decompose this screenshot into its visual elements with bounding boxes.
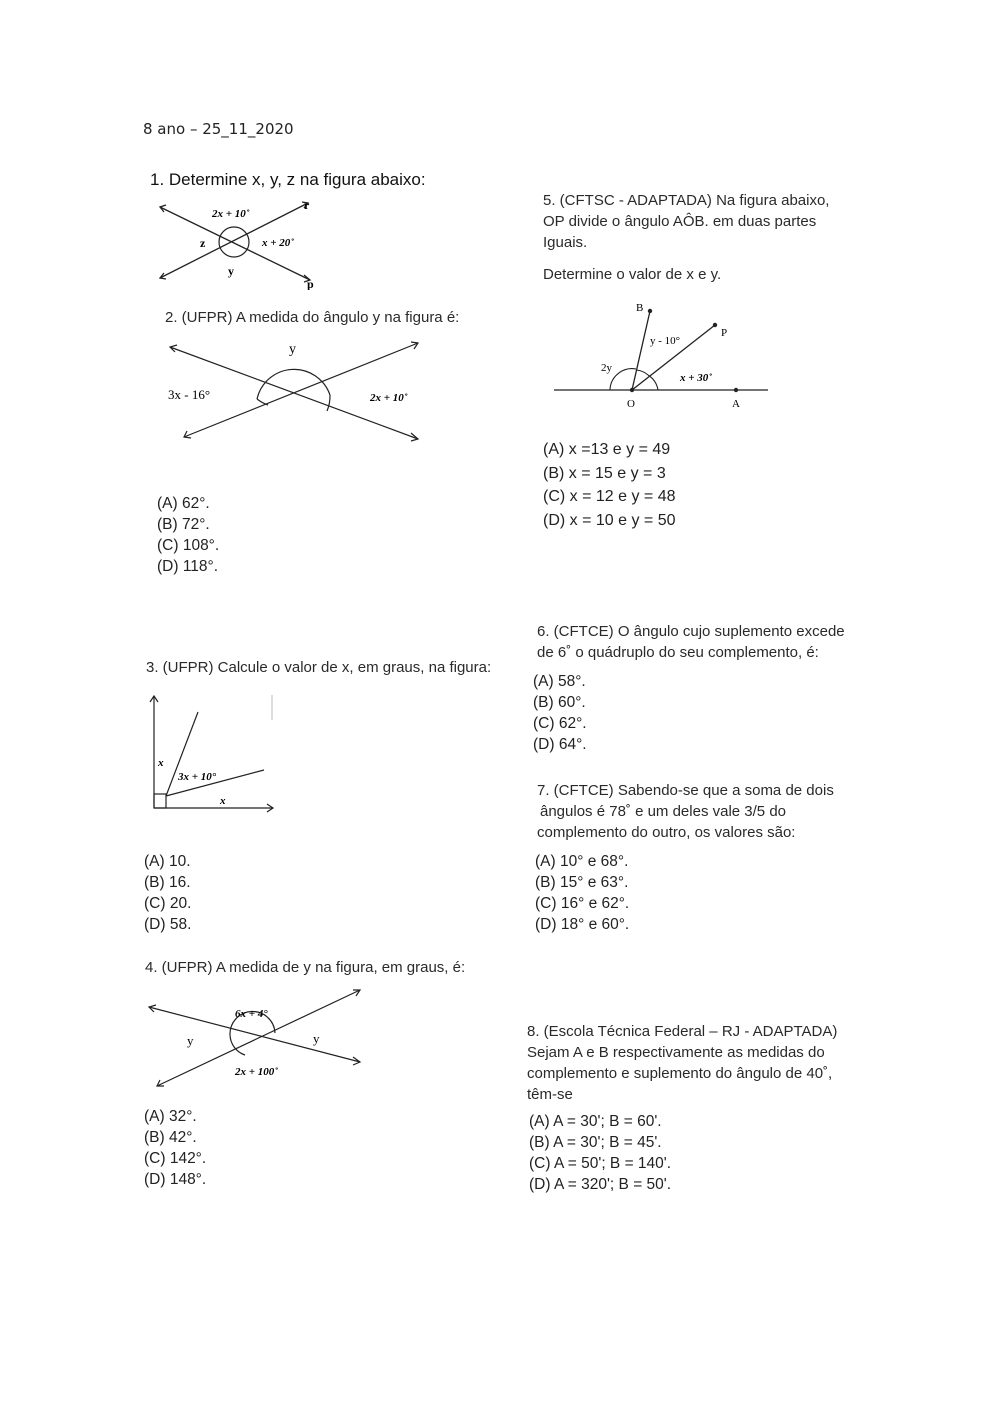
label-r: r	[304, 198, 310, 212]
option-a[interactable]: (A) 58°.	[533, 673, 586, 690]
question-8-options	[529, 1111, 671, 1195]
question-8-line-4: têm-se	[527, 1086, 573, 1103]
question-5-options	[543, 438, 676, 532]
option-d[interactable]: (D) 64°.	[533, 736, 587, 753]
option-d[interactable]: (D) 148°.	[144, 1171, 207, 1188]
option-c[interactable]: (C) 108°.	[157, 537, 220, 554]
question-6-text	[537, 621, 845, 663]
question-5-text	[543, 190, 829, 253]
option-b[interactable]: (B) A = 30'; B = 45'.	[529, 1134, 662, 1151]
label-z: z	[200, 236, 206, 250]
question-6-options	[533, 671, 587, 755]
question-4-figure	[145, 985, 370, 1090]
option-b[interactable]: (B) 15° e 63°.	[535, 874, 629, 891]
option-d[interactable]: (D) x = 10 e y = 50	[543, 511, 676, 529]
label-3x16: 3x - 16°	[168, 387, 211, 402]
question-1-text: 1. Determine x, y, z na figura abaixo:	[150, 170, 426, 189]
question-5-figure	[550, 295, 775, 410]
label-A: A	[732, 398, 740, 410]
question-8-text	[527, 1021, 837, 1105]
question-2-options	[157, 493, 219, 577]
question-4-options	[144, 1106, 206, 1190]
question-7-options	[535, 851, 629, 935]
option-b[interactable]: (B) 72°.	[157, 516, 210, 533]
question-4-text: 4. (UFPR) A medida de y na figura, em graus, é:	[145, 959, 466, 976]
option-b[interactable]: (B) 42°.	[144, 1129, 197, 1146]
label-y-right: y	[313, 1031, 320, 1046]
question-3-text: 3. (UFPR) Calcule o valor de x, em graus, na figura:	[146, 659, 492, 676]
question-7-line-3: complemento do outro, os valores são:	[537, 824, 796, 841]
label-x20: x + 20˚	[262, 237, 294, 249]
angle-circle	[219, 227, 249, 257]
question-8-line-3: complemento e suplemento do ângulo de 40˚,	[527, 1065, 833, 1082]
question-5-line-1: 5. (CFTSC - ADAPTADA) Na figura abaixo,	[543, 192, 830, 209]
question-2-text: 2. (UFPR) A medida do ângulo y na figura é:	[165, 309, 460, 326]
question-5-prompt: Determine o valor de x e y.	[543, 266, 722, 283]
label-6x4: 6x + 4°	[235, 1008, 268, 1020]
option-a[interactable]: (A) 10.	[144, 853, 191, 870]
question-7-line-2: ângulos é 78˚ e um deles vale 3/5 do	[540, 803, 786, 820]
option-b[interactable]: (B) 60°.	[533, 694, 586, 711]
label-P: P	[721, 327, 728, 339]
label-x-lower: x	[220, 795, 226, 807]
option-a[interactable]: (A) 62°.	[157, 495, 210, 512]
label-y-left: y	[187, 1033, 194, 1048]
label-y: y	[289, 342, 296, 357]
question-3-options	[144, 851, 191, 935]
question-8-line-1: 8. (Escola Técnica Federal – RJ - ADAPTADA)	[527, 1023, 838, 1040]
option-a[interactable]: (A) x =13 e y = 49	[543, 441, 671, 458]
option-c[interactable]: (C) 20.	[144, 895, 192, 912]
label-2x10: 2x + 10˚	[370, 392, 408, 404]
question-5-line-2: OP divide o ângulo AÔB. em duas partes	[543, 213, 817, 230]
label-x-upper: x	[158, 757, 164, 769]
option-d[interactable]: (D) 18° e 60°.	[535, 916, 630, 933]
option-a[interactable]: (A) 32°.	[144, 1108, 197, 1125]
option-c[interactable]: (C) 62°.	[533, 715, 587, 732]
question-6-line-1: 6. (CFTCE) O ângulo cujo suplemento excede	[537, 623, 845, 640]
option-d[interactable]: (D) 118°.	[157, 558, 219, 575]
question-8-line-2: Sejam A e B respectivamente as medidas do	[527, 1044, 825, 1061]
option-d[interactable]: (D) A = 320'; B = 50'.	[529, 1176, 672, 1193]
option-d[interactable]: (D) 58.	[144, 916, 192, 933]
question-7-text	[537, 780, 834, 843]
question-5-line-3: Iguais.	[543, 234, 588, 251]
question-7-line-1: 7. (CFTCE) Sabendo-se que a soma de dois	[537, 782, 834, 799]
option-b[interactable]: (B) 16.	[144, 874, 191, 891]
option-c[interactable]: (C) 142°.	[144, 1150, 207, 1167]
question-3-figure	[140, 690, 280, 815]
label-y: y	[228, 264, 234, 278]
option-a[interactable]: (A) A = 30'; B = 60'.	[529, 1113, 662, 1130]
question-1-figure	[150, 195, 330, 290]
option-c[interactable]: (C) A = 50'; B = 140'.	[529, 1155, 672, 1172]
label-B: B	[636, 302, 644, 314]
option-c[interactable]: (C) 16° e 62°.	[535, 895, 630, 912]
label-2x10: 2x + 10˚	[212, 208, 250, 220]
option-a[interactable]: (A) 10° e 68°.	[535, 853, 629, 870]
question-6-line-2: de 6˚ o quádruplo do seu complemento, é:	[537, 644, 819, 661]
page-title: 8 ano – 25_11_2020	[143, 120, 294, 138]
question-2-figure	[160, 335, 425, 450]
option-c[interactable]: (C) x = 12 e y = 48	[543, 488, 676, 505]
option-b[interactable]: (B) x = 15 e y = 3	[543, 464, 666, 482]
label-y-10: y - 10°	[650, 335, 681, 347]
label-x30: x + 30˚	[680, 372, 712, 384]
label-p: p	[307, 277, 314, 290]
label-3x10: 3x + 10°	[178, 771, 217, 783]
label-2y: 2y	[601, 362, 612, 374]
label-O: O	[627, 398, 635, 410]
label-2x100: 2x + 100˚	[235, 1066, 278, 1078]
